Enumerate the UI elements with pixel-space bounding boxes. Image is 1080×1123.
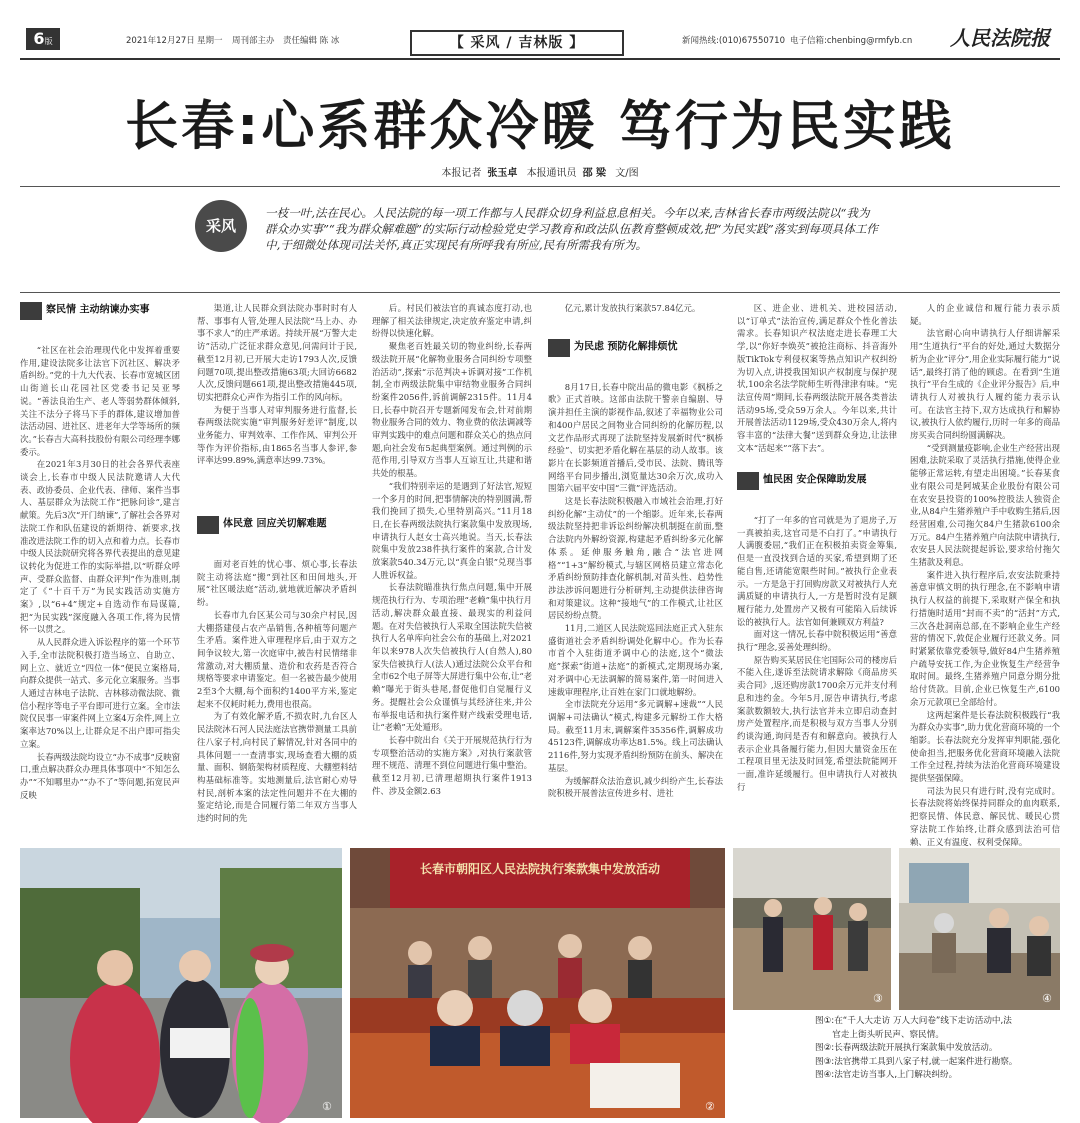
article-column-4: 亿元,累计发放执行案款57.84亿元。 为民虑 预防化解排烦忧 8月17日,长春中院出品的微电影《枫桥之歌》正式首映。这部由法院干警亲自编剧、导演并担任主演的影视作品,叙述了幸福物业公司和400户居民之间物业合同纠纷的化解历程,以文艺作品形式再现了法院坚持发展新时代“枫桥经验”、切实把矛盾化解在基层的动人故事。该影片在长影频道首播后,受市民、法院、腾讯等网络平台同步播出,浏览量达30余万次,成功入围第六届平安中国“三微”评选活动。 这是长春法院积极融入市域社会治理,打好纠纷化解“主动仗”的一个缩影。近年来,长春两级法院坚持把非诉讼纠纷解决机制挺在前面,整合法院内外解纷资源,构建起矛盾纠纷多元化解体系。延伸服务触角,融合“法官进网格”“1+3”解纷模式,与辖区网格员建立常态化矛盾纠纷预防排查化解机制,对苗头性、趋势性涉法涉诉问题进行分析研判,主动提供法律咨询和对策建议。这种“接地气”的工作模式,让社区居民纷纷点赞。 11月,二道区人民法院巡回法庭正式入驻东盛街道社会矛盾纠纷调处化解中心。作为长春市首个入驻街道矛调中心的法庭,这个“微法庭”探索“街道+法庭”的新模式,定期现场办案,对矛调中心无法调解的简易案件,第一时间进入速裁审理程序,让百姓在家门口就地解纷。 全市法院充分运用“多元调解+速裁”“人民调解+司法确认”模式,构建多元解纷工作大格局。截至11月末,调解案件35356件,调解成功45123件,调解成功率达81.5%。线上司法确认2116件,努力实现矛盾纠纷预防在前头、解决在基层。 为缓解群众法治意识,减少纠纷产生,长春法院积极开展普法宣传进乡村、进社 <box>548 303 723 799</box>
section-marker-icon <box>548 339 570 357</box>
photo-captions <box>815 1015 1055 1083</box>
section-marker-icon <box>197 516 219 534</box>
section-header-3: 为民虑 预防化解排烦忧 <box>548 339 723 381</box>
section-header-1: 察民情 主动纳谏办实事 <box>20 302 180 344</box>
photo-field-inspection <box>733 848 891 1010</box>
reporter-name: 张玉卓 <box>487 168 518 179</box>
news-hotline: 新闻热线:(010)67550710 <box>682 36 785 46</box>
photo-number: ③ <box>873 992 883 1005</box>
photo-banner-text: 长春市朝阳区人民法院执行案款集中发放活动 <box>419 862 660 876</box>
column-seal: 采风 <box>195 200 247 252</box>
article-headline: 长春:心系群众冷暖 笃行为民实践 <box>125 96 955 157</box>
caption-line: 图②:长春两级法院开展执行案款集中发放活动。 <box>815 1043 998 1053</box>
photo-street-outreach <box>20 848 342 1118</box>
section-header-2: 体民意 回应关切解难题 <box>197 516 357 558</box>
caption-line: 图③:法官携带工具到八家子村,就一起案件进行勘察。 <box>815 1056 1018 1067</box>
article-column-3: 后。村民们被法官的真诚态度打动,也理解了相关法律规定,决定放弃鉴定申请,纠纷得以快速化解。 聚焦老百姓最关切的物业纠纷,长春两级法院开展“化解物业服务合同纠纷专项整治活动”,探索“示范判决+诉调对接”工作机制,全市两级法院集中审结物业服务合同纠纷案件2056件,诉前调解2315件。11月4日,长春中院召开专题新闻发布会,针对前期物业服务合同的效力、物业费的依法调减等审判实践中的难点问题和群众关心的热点问题,向社会发布5起典型案例。通过判例的示范作用,引导双方当事人互谅互让,共建和谐共处的根基。 “我们特别幸运的是遇到了好法官,短短一个多月的时间,把事情解决的特别圆满,帮我们挽回了损失,心里特别高兴。”11月18日,在长春两级法院执行案款集中发放现场,申请执行人赵女士高兴地说。当天,长春法院集中发放238件执行案件的案款,合计发放案款540.34万元,以“真金白银”兑现当事人胜诉权益。 长春法院瞄准执行焦点问题,集中开展规范执行行为、专项治理“老赖”集中执行月活动,解决群众最直接、最现实的利益问题。在对失信被执行人采取全国法院失信被执行人名单库向社会公布的基础上,对2021年以来978人次失信被执行人(自然人),80家失信被执行人(法人)通过法院公众平台和全市62个电子屏等大屏进行集中公布,让“老赖”曝光于街头巷尾,督促他们自觉履行义务。提醒社会公众谨慎与其经济往来,并公布举报电话和执行案件财产线索受理电话,让“老赖”无处遁形。 长春中院出台《关于开展规范执行行为专项整治活动的实施方案》,对执行案款管理不规范、清理不到位问题进行集中整治。截至12月初,已清理超期执行案件1913件、涉及金额2.63 <box>372 303 532 796</box>
issue-weekday: 星期一 <box>197 36 223 46</box>
article-column-5: 区、进企业、进机关、进校园活动,以“订单式”法治宣传,满足群众个性化普法需求。长春知识产权法庭走进长春理工大学,以“你好李焕英”被抢注商标、抖音海外版TikTok专利侵权案等热点知识产权纠纷为切入点,讲授我国知识产权制度与保护现状,100余名法学院师生听得津津有味。“宪法宣传周”期间,长春两级法院开展各类普法活动95场,受众59万余人。今年以来,共计开展普法活动1129场,受众430万余人,将内容丰富的“法律大餐”送到群众身边,让法律文本“活起来”“落下去”。 恤民困 安企保障助发展 “打了一年多的官司就是为了退房子,万一真被拍卖,这官司是不白打了。”申请执行人满腹委屈,“我们正在积极拍卖资金筹集,但是一直没找到合适的买家,希望到期了还能自售,还请能宽限些时间。”被执行企业表示。一方是急于打回购房款又对被执行人充满质疑的申请执行人,一方是暂时没有足额履行能力,处置房产又极有可能陷入后续诉讼的被执行人。法官如何兼顾双方利益? 面对这一情况,长春中院积极运用“善意执行”理念,妥善处理纠纷。 原告购买某居民住宅国际公司的楼房后不能入住,遂诉至法院请求解除《商品房买卖合同》,返还购房款1700余万元并支付利息和违约金。今年5月,原告申请执行,考虑案款数额较大,执行法官并未立即启动查封房产处置程序,而是积极与双方当事人分别约谈沟通,询问是否有和解意向。被执行人表示企业具备履行能力,但因大量资金压在工程项目里无法及时回笼,希望法院能网开一面,准许延缓履行。但申请执行人对被执行 <box>737 303 897 792</box>
paper-logo: 人民法院报 <box>950 26 1050 50</box>
photo-number: ④ <box>1042 992 1052 1005</box>
weekly-editor: 周刊部主办 <box>232 36 275 46</box>
issue-date: 2021年12月27日 <box>126 36 195 46</box>
caption-line: 图④:法官走访当事人,上门解决纠纷。 <box>815 1070 958 1080</box>
responsible-editor: 责任编辑 陈 冰 <box>283 36 340 46</box>
page-number: 6版 <box>26 28 60 50</box>
masthead <box>0 0 1080 58</box>
intro-bottom-rule <box>20 292 1060 293</box>
edition-name: 【 采风 / 吉林版 】 <box>410 30 624 56</box>
article-column-1: 察民情 主动纳谏办实事 “社区在社会治理现代化中发挥着重要作用,建设法院多让法官下沉社区、解决矛盾纠纷。”党的十九大代表、长春市宽城区团山街道长山花园社区党委书记吴亚琴说。“善法良治生产、老人等弱势群体倾斜,关注不法分子将马下手的群体,建议增加普法活动园、进社区、进老年大学等场所的频次。”长春吉大高科技股份有限公司经理李娜委示。 在2021年3月30日的社会各界代表座谈会上,长春市中级人民法院邀请人大代表、政协委员、企业代表、律师、案件当事人、基层群众为法院工作“把脉问诊”,建言献策。先后3次“开门纳谏”,了解社会各界对法院工作和队伍建设的新期待、新要求,找准改进法院工作的切入点和着力点。长春市中级人民法院研究将各界代表提出的意见建议转化为促进工作的实际举措,以“听群众呼声、受群众监督、由群众评判”作为准则,制定了《“十百千万”为民实践活动实施方案》,以“6+4”规定+自选动作布局谋篇,把“为民实践”深度融入各项工作,将为民情怀一以贯之。 从人民群众进入诉讼程序的第一个环节入手,全市法院积极打造当场立、自助立、网上立、就近立“四位一体”便民立案格局,向群众提供一站式、多元化立案服务。当事人通过吉林电子法院、吉林移动微法院、微信小程序等电子平台即可进行立案。全市法院仅民事一审案件网上立案4万余件,网上立案率达70%以上,让群众足不出户即可指尖立案。 长春两级法院均设立“办不成事”反映窗口,重点解决群众办理具体事项中“不知怎么办”“不知哪里办”“办不了”等问题,拓宽民声反映 <box>20 302 180 840</box>
article-column-2: 渠道,让人民群众到法院办事时时有人帮、事事有人管,处理人民法院“马上办、办事不求人”的庄严承诺。持续开展“万警大走访”活动,广泛征求群众意见,问需问计于民,截至12月初,已开展大走访1793人次,反馈问题70项,提出整改措施63项;大回访6682人次,反馈问题661项,提出整改措施445项,切实把群众心声作为指引工作的风向标。 为便于当事人对审判服务进行监督,长春两级法院实施“审判服务好差评”制度,以业务能力、审判效率、工作作风、审判公开等作为评价指标,由1865名当事人参评,参评率达99.89%,满意率达99.73%。 体民意 回应关切解难题 面对老百姓的忧心事、烦心事,长春法院主动将法庭“搬”到社区和田间地头,开展“社区暖法庭”活动,就地就近解决矛盾纠纷。 长春市九台区某公司与30余户村民,因大棚搭建侵占农产品销售,各种植等问题产生矛盾。案件进入审理程序后,由于双方之间争议较大,第一次庭审中,被告村民情绪非常激动,对大棚质量、造价和农药是否符合规格等要求申请鉴定。但一名被告最少使用2至3个大棚,每个面积约1400平方米,鉴定起来不仅耗时耗力,费用也很高。 为了有效化解矛盾,不损农时,九台区人民法院沐石河人民法庭法官携带测量工具前往八家子村,向村民了解情况,针对各同中的具体问题一一查清事实,现场查看大棚的质量、面积、钢筋架构材质程度、大棚塑料结构基础标准等。实地测量后,法官耐心劝导村民,剖析本案的法定性问题并不在大棚的鉴定结论,而是合同履行第二年双方当事人违约时间的先 <box>197 303 357 824</box>
correspondent-name: 邵 梁 <box>582 168 607 179</box>
caption-line: 图①:在“千人大走访 万人大问卷”线下走访活动中,法 <box>815 1016 1012 1026</box>
contact-email: 电子信箱:chenbing@rmfyb.cn <box>790 36 913 46</box>
article-column-6: 人的企业诚信和履行能力表示质疑。 法官耐心向申请执行人仔细讲解采用“生道执行”平台的好处,通过大数据分析为企业“评分”,用企业实际履行能力“说话”,最终打消了他的顾虑。在看到“生道执行”平台生成的《企业评分报告》后,申请执行人对被执行人履约能力表示认可。在法官主持下,双方达成执行和解协议,被执行人依约履行,历时一年多的商品房买卖合同纠纷圆满解决。 “受到测量疫影响,企业生产经营出现困难,法院采取了灵活执行措施,使得企业能够正常运转,有望走出困境。”长春某食业有限公司是阿城某企业股份有限公司在农安县投资的100%控股法人独资企业,从84户生猪养殖户手中收购生猪后,因经营困难,公司拖欠84户生猪款6100余万元。84户生猪养殖户向法院申请执行,农安县人民法院提起诉讼,要求给付拖欠生猪款及利息。 案件进入执行程序后,农安法院秉持善意审慎文明的执行理念,在不影响申请执行人权益的前提下,采取财产保全和执行措施时适用“封而不卖”的“活封”方式,三次各赴洞南总部,在不影响企业生产经营的情况下,敦促企业履行还款义务。同时紧紧依靠党委领导,做好84户生猪养殖户疏导安抚工作,为企业恢复生产经营争取时间。最终,生猪养殖户同意分期分批给付货款。目前,企业已恢复生产,6100余万元款项已全部给付。 这两起案件是长春法院积极践行“我为群众办实事”,助力优化营商环境的一个缩影。长春法院充分发挥审判职能,强化使命担当,把服务优化营商环境融入法院工作全过程,持续为法治化营商环境建设提供坚强保障。 司法为民只有进行时,没有完成时。长春法院将始终保持同群众的血肉联系,把察民情、体民意、解民忧、暖民心贯穿法院工作始终,让群众感到法治可信赖、正义有温度、权利受保障。 <box>910 303 1060 847</box>
intro-top-rule <box>20 186 1060 187</box>
article-intro: 一枝一叶,法在民心。人民法院的每一项工作都与人民群众切身利益息息相关。今年以来,吉林省长春市两级法院以“我为群众办实事”“我为群众解难题”的实际行动检验党史学习教育和政法队伍教育整顿成效,把“为民实践”落实到每项具体工作中,于细微处体现司法关怀,真正实现民有所呼我有所应,民有所需我有所为。 <box>265 206 879 252</box>
section-marker-icon <box>737 472 759 490</box>
section-header-4: 恤民困 安企保障助发展 <box>737 472 897 514</box>
photo-number: ② <box>705 1100 715 1113</box>
photo-fund-distribution <box>350 848 725 1118</box>
masthead-divider <box>20 58 1060 60</box>
byline: 本报记者 张玉卓 本报通讯员 邵 梁 文/图 <box>441 168 639 179</box>
section-marker-icon <box>20 302 42 320</box>
photo-number: ① <box>322 1100 332 1113</box>
caption-line: 官走上街头听民声、察民情。 <box>832 1029 944 1040</box>
photo-home-visit <box>899 848 1060 1010</box>
